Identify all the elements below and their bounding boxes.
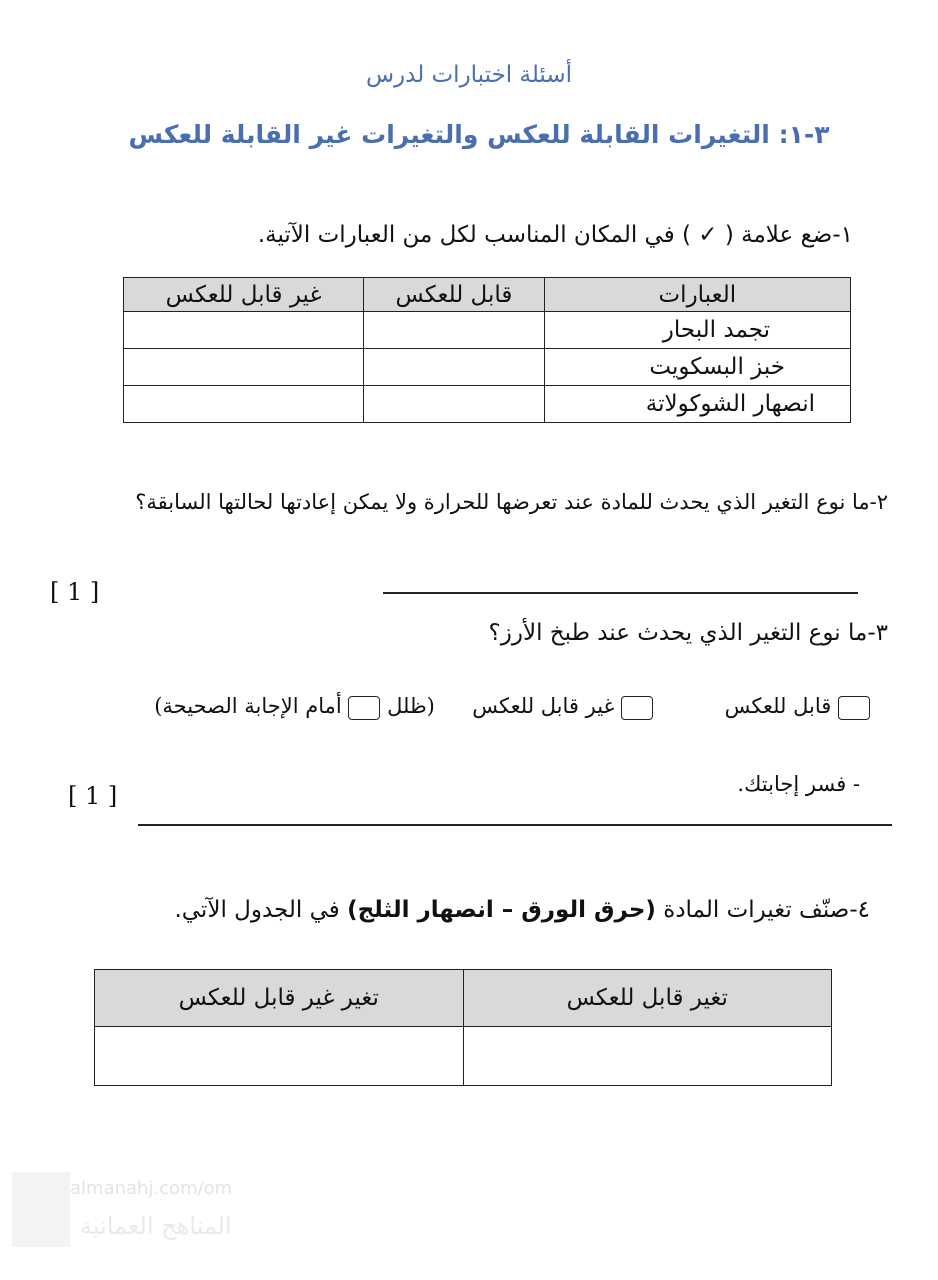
option-reversible-checkbox[interactable] (838, 696, 870, 720)
table-header-reversible-change: تغير قابل للعكس (463, 970, 832, 1027)
question-1-text: ١-ضع علامة ( ✓ ) في المكان المناسب لكل من العبارات الآتية. (257, 222, 853, 248)
question-3-mark: [ 1 ] (68, 782, 118, 810)
question-3-answer-line[interactable] (138, 824, 892, 826)
question-2-answer-line[interactable] (383, 592, 858, 594)
watermark-url: almanahj.com/om (70, 1178, 233, 1199)
option-irreversible-label: غير قابل للعكس (472, 694, 615, 718)
irreversible-answer-cell[interactable] (124, 349, 364, 386)
question-4-text (174, 897, 870, 923)
table-row (124, 386, 851, 423)
question-4-prefix: ٤-صنّف تغيرات المادة (663, 897, 870, 923)
question-4-materials: (حرق الورق – انصهار الثلج) (347, 897, 656, 923)
table-header-statements: العبارات (544, 278, 850, 312)
reversible-change-cell[interactable] (463, 1027, 832, 1086)
question-2-text: ٢-ما نوع التغير الذي يحدث للمادة عند تعرضها للحرارة ولا يمكن إعادتها لحالتها السابقة؟ (135, 490, 888, 514)
shade-instruction-close: أمام الإجابة الصحيحة) (154, 694, 342, 718)
shade-instruction-open: (ظلل (387, 694, 435, 718)
shade-sample-box (348, 696, 380, 720)
statement-cell: خبز البسكويت (544, 349, 850, 386)
table-header-irreversible: غير قابل للعكس (124, 278, 364, 312)
table-header-irreversible-change: تغير غير قابل للعكس (95, 970, 464, 1027)
question-3-text: ٣-ما نوع التغير الذي يحدث عند طبخ الأرز؟ (488, 620, 888, 646)
watermark-logo (12, 1172, 70, 1247)
table-header-reversible: قابل للعكس (364, 278, 544, 312)
question-2-mark: [ 1 ] (50, 578, 100, 606)
irreversible-change-cell[interactable] (95, 1027, 464, 1086)
table-row (124, 349, 851, 386)
table-header-row (95, 970, 832, 1027)
option-reversible-label: قابل للعكس (724, 694, 832, 718)
reversible-answer-cell[interactable] (364, 349, 544, 386)
watermark-name: المناهج العمانية (80, 1212, 232, 1240)
reversible-answer-cell[interactable] (364, 312, 544, 349)
statement-cell: انصهار الشوكولاتة (544, 386, 850, 423)
table-header-row (124, 278, 851, 312)
question-4-suffix: في الجدول الآتي. (174, 897, 340, 923)
option-irreversible-checkbox[interactable] (621, 696, 653, 720)
lesson-title: ٣-١: التغيرات القابلة للعكس والتغيرات غير القابلة للعكس (128, 120, 830, 149)
table-row (95, 1027, 832, 1086)
question-3-options (154, 694, 870, 720)
irreversible-answer-cell[interactable] (124, 312, 364, 349)
question-4-table (94, 969, 832, 1086)
reversible-answer-cell[interactable] (364, 386, 544, 423)
question-3-explain: - فسر إجابتك. (737, 772, 860, 796)
lesson-subtitle: أسئلة اختبارات لدرس (365, 62, 573, 88)
question-1-table (123, 277, 851, 423)
statement-cell: تجمد البحار (544, 312, 850, 349)
table-row (124, 312, 851, 349)
irreversible-answer-cell[interactable] (124, 386, 364, 423)
